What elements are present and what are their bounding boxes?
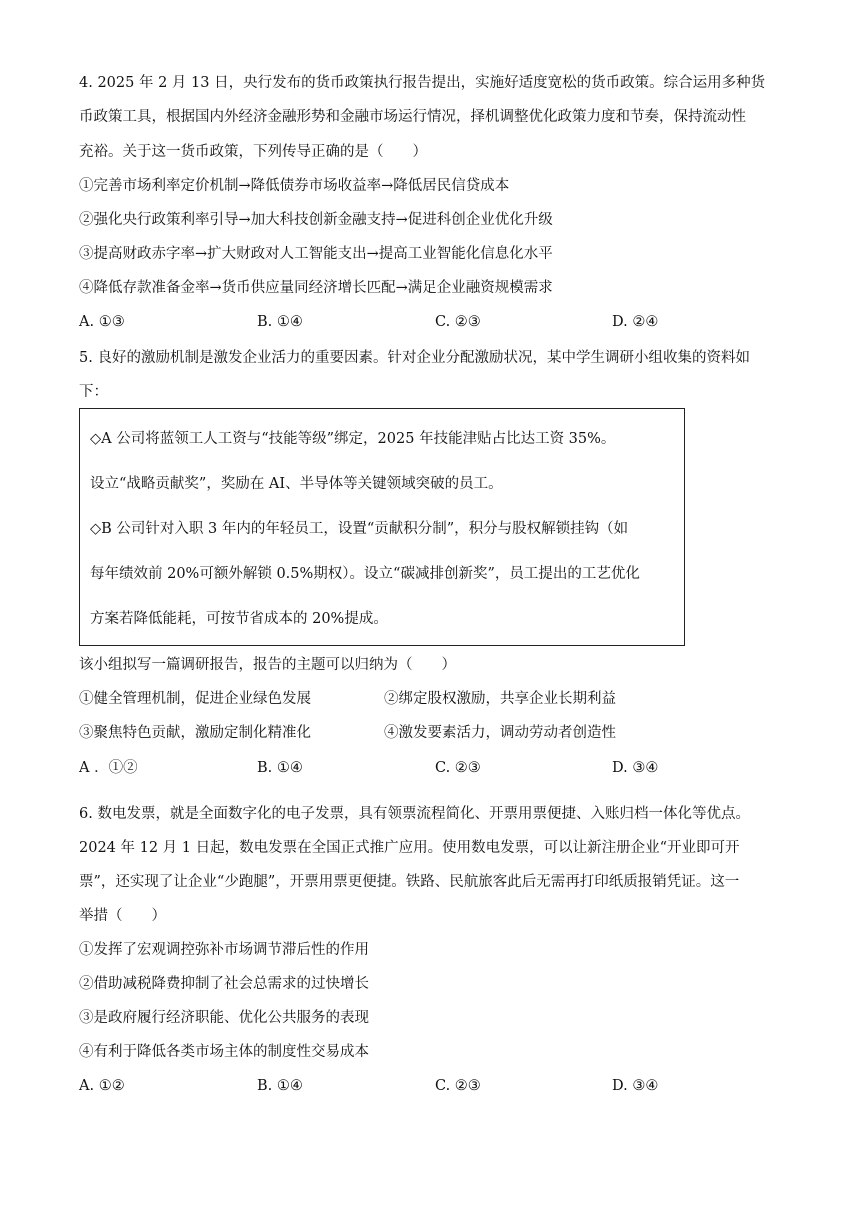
q5-material-line5: 方案若降低能耗，可按节省成本的 20%提成。: [90, 611, 388, 627]
q4-item-3: ③提高财政赤字率→扩大财政对人工智能支出→提高工业智能化信息化水平: [79, 246, 553, 262]
q4-option-d[interactable]: D. ②④: [612, 314, 659, 330]
q6-item-4: ④有利于降低各类市场主体的制度性交易成本: [79, 1044, 369, 1060]
q6-stem-line2: 2024 年 12 月 1 日起，数电发票在全国正式推广应用。使用数电发票，可以让新注册企业“开业即可开: [79, 840, 740, 856]
q5-question: 该小组拟写一篇调研报告，报告的主题可以归纳为（ ）: [79, 657, 456, 673]
q5-option-b[interactable]: B. ①④: [257, 760, 303, 776]
q6-item-1: ①发挥了宏观调控弥补市场调节滞后性的作用: [79, 942, 369, 958]
q6-option-a[interactable]: A. ①②: [79, 1078, 125, 1094]
q6-stem-line4: 举措（ ）: [79, 908, 166, 924]
q5-item-3: ③聚焦特色贡献，激励定制化精准化: [79, 725, 311, 741]
q6-option-c[interactable]: C. ②③: [435, 1078, 481, 1094]
q5-item-4: ④激发要素活力，调动劳动者创造性: [384, 725, 616, 741]
q5-material-line3: ◇B 公司针对入职 3 年内的年轻员工，设置“贡献积分制”，积分与股权解锁挂钩（如: [90, 521, 629, 537]
q5-option-a[interactable]: A ．①②: [79, 760, 138, 776]
q4-stem-line3: 充裕。关于这一货币政策，下列传导正确的是（ ）: [79, 144, 427, 160]
q6-option-b[interactable]: B. ①④: [257, 1078, 303, 1094]
q4-option-a[interactable]: A. ①③: [79, 314, 125, 330]
q4-option-c[interactable]: C. ②③: [435, 314, 481, 330]
q4-item-1: ①完善市场利率定价机制→降低债券市场收益率→降低居民信贷成本: [79, 178, 510, 194]
q4-item-2: ②强化央行政策利率引导→加大科技创新金融支持→促进科创企业优化升级: [79, 212, 553, 228]
q5-stem-line2: 下：: [79, 384, 108, 400]
q6-item-3: ③是政府履行经济职能、优化公共服务的表现: [79, 1010, 369, 1026]
q5-material-line4: 每年绩效前 20%可额外解锁 0.5%期权）。设立“碳减排创新奖”，员工提出的工艺优化: [90, 566, 640, 582]
q4-stem-line1: 4. 2025 年 2 月 13 日，央行发布的货币政策执行报告提出，实施好适度宽松的货币政策。综合运用多种货: [79, 75, 766, 91]
q5-material-line1: ◇A 公司将蓝领工人工资与“技能等级”绑定，2025 年技能津贴占比达工资 35%。: [90, 431, 616, 447]
q6-item-2: ②借助减税降费抑制了社会总需求的过快增长: [79, 976, 369, 992]
q5-stem-line1: 5. 良好的激励机制是激发企业活力的重要因素。针对企业分配激励状况，某中学生调研小组收集的资料如: [79, 350, 750, 366]
q4-item-4: ④降低存款准备金率→货币供应量同经济增长匹配→满足企业融资规模需求: [79, 280, 553, 296]
q6-stem-line1: 6. 数电发票，就是全面数字化的电子发票，具有领票流程简化、开票用票便捷、入账归档一体化等优点。: [79, 806, 750, 822]
q5-option-c[interactable]: C. ②③: [435, 760, 481, 776]
q4-stem-line2: 币政策工具，根据国内外经济金融形势和金融市场运行情况，择机调整优化政策力度和节奏，保持流动性: [79, 109, 746, 125]
q5-material-box: [79, 408, 685, 646]
q5-item-1: ①健全管理机制，促进企业绿色发展: [79, 691, 311, 707]
q4-option-b[interactable]: B. ①④: [257, 314, 303, 330]
q6-stem-line3: 票”，还实现了让企业“少跑腿”，开票用票更便捷。铁路、民航旅客此后无需再打印纸质报销凭证。这一: [79, 874, 740, 890]
q5-material-line2: 设立“战略贡献奖”，奖励在 AI、半导体等关键领域突破的员工。: [90, 476, 503, 492]
q5-option-d[interactable]: D. ③④: [612, 760, 659, 776]
q6-option-d[interactable]: D. ③④: [612, 1078, 659, 1094]
q5-item-2: ②绑定股权激励，共享企业长期利益: [384, 691, 616, 707]
